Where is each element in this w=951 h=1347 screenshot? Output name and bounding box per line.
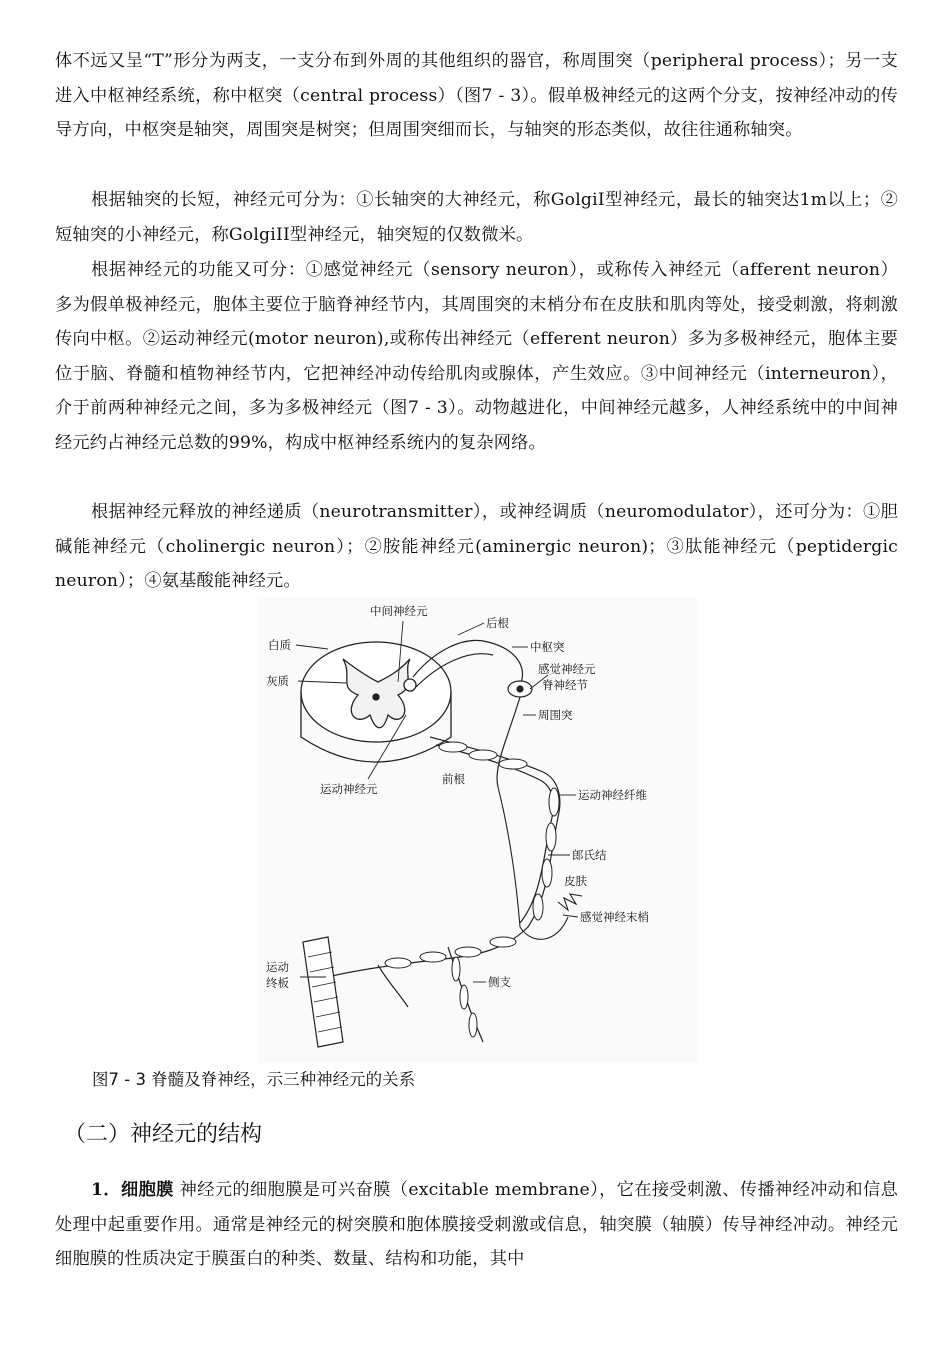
paragraph-neuron-function: 根据神经元的功能又可分：①感觉神经元（sensory neuron），或称传入神经元（afferent neuron）多为假单极神经元，胞体主要位于脑脊神经节内，其周围突的末梢分布在皮肤和肌肉等处，接受刺激，将刺激传向中枢。②运动神经元(motor neuron),或称传出神经元（efferent neuron）多为多极神经元，胞体主要位于脑、脊髓和植物神经节内，它把神经冲动传给肌肉或腺体，产生效应。③中间神经元（interneuron），介于前两种神经元之间，多为多极神经元（图7 - 3）。动物越进化，中间神经元越多，人神经系统中的中间神经元约占神经元总数的99%，构成中枢神经系统内的复杂网络。 [55,260,898,453]
spinal-cord-illustration [258,597,698,1063]
label-central-process: 中枢突 [530,640,565,654]
label-ventral-root: 前根 [442,772,465,786]
label-spinal-ganglion: 脊神经节 [542,678,588,692]
label-collateral: 侧支 [488,975,511,989]
section-title: （二）神经元的结构 [64,1122,263,1147]
label-motor-neuron: 运动神经元 [320,782,378,796]
label-dorsal-root: 后根 [486,616,509,630]
label-gray-matter: 灰质 [266,674,289,688]
paragraph-peripheral-process: 体不远又呈“T”形分为两支，一支分布到外周的其他组织的器官，称周围突（peripheral process）；另一支进入中枢神经系统，称中枢突（central process）（图7 - 3）。假单极神经元的这两个分支，按神经冲动的传导方向，中枢突是轴突，周围突是树突；但周围突细而长，与轴突的形态类似，故往往通称轴突。 [55,51,898,141]
paragraph-axon-length: 根据轴突的长短，神经元可分为：①长轴突的大神经元，称GolgiI型神经元，最长的轴突达1m以上；②短轴突的小神经元，称GolgiII型神经元，轴突短的仅数微米。 [55,190,898,245]
paragraph-neurotransmitter: 根据神经元释放的神经递质（neurotransmitter），或神经调质（neuromodulator），还可分为：①胆碱能神经元（cholinergic neuron）；②胺能神经元(aminergic neuron)；③肽能神经元（peptidergic neuron）；④氨基酸能神经元。 [55,502,898,592]
label-white-matter: 白质 [268,638,291,652]
label-sensory-ending: 感觉神经末梢 [580,910,649,924]
item-number: 1． [91,1180,121,1200]
label-ranvier-node: 郎氏结 [572,848,607,862]
label-sensory-neuron: 感觉神经元 [538,662,596,676]
item-term: 细胞膜 [120,1180,174,1200]
label-motor-fiber: 运动神经纤维 [578,788,647,802]
label-motor-endplate-1: 运动 [266,960,289,974]
label-peripheral-process: 周围突 [538,708,573,722]
paragraph-cell-membrane [55,1173,898,1277]
spinal-cord-figure [258,597,698,1063]
item-text: 神经元的细胞膜是可兴奋膜（excitable membrane），它在接受刺激、传播神经冲动和信息处理中起重要作用。通常是神经元的树突膜和胞体膜接受刺激或信息，轴突膜（轴膜）传导神经冲动。神经元细胞膜的性质决定于膜蛋白的种类、数量、结构和功能，其中 [55,1180,899,1270]
label-skin: 皮肤 [564,874,587,888]
label-interneuron: 中间神经元 [370,604,428,618]
figure-caption: 图7 - 3 脊髓及脊神经，示三种神经元的关系 [92,1070,416,1089]
label-motor-endplate-2: 终板 [266,976,289,990]
